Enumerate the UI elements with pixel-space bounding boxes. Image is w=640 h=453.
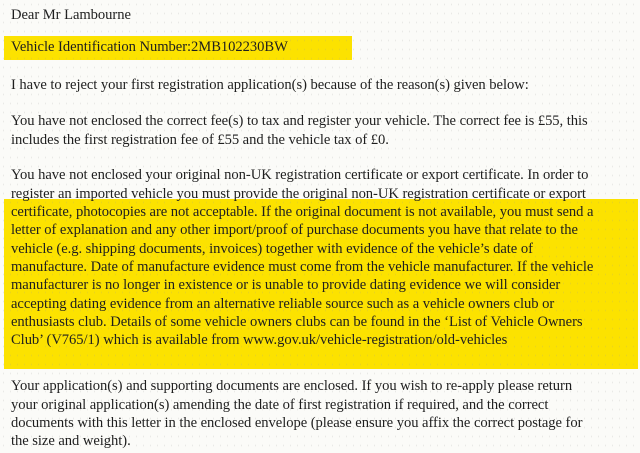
- cert-line-7: manufacturer is no longer in existence or is unable to provide dating evidence we will consider: [11, 277, 561, 293]
- fee-line-2: includes the first registration fee of £55 and the vehicle tax of £0.: [11, 132, 389, 148]
- salutation: Dear Mr Lambourne: [11, 7, 131, 23]
- cert-line-6: manufacture. Date of manufacture evidence must come from the vehicle manufacturer. If the vehicle: [11, 259, 594, 275]
- fee-line-1: You have not enclosed the correct fee(s) to tax and register your vehicle. The correct fee is £55, this: [11, 113, 588, 129]
- cert-line-5: vehicle (e.g. shipping documents, invoices) together with evidence of the vehicle’s date of: [11, 241, 533, 257]
- return-line-2: your original application(s) amending the date of first registration if required, and the correct: [11, 397, 549, 413]
- cert-line-4: letter of explanation and any other import/proof of purchase documents you have that relate to the: [11, 222, 578, 238]
- cert-line-9: enthusiasts club. Details of some vehicle owners clubs can be found in the ‘List of Vehicle Owners: [11, 314, 583, 330]
- return-line-4: the size and weight).: [11, 433, 131, 449]
- cert-line-10: Club’ (V765/1) which is available from www.gov.uk/vehicle-registration/old-vehicles: [11, 332, 508, 348]
- vin-line: Vehicle Identification Number:2MB102230BW: [11, 39, 288, 55]
- cert-line-8: accepting dating evidence from an alternative reliable source such as a vehicle owners club or: [11, 296, 555, 312]
- return-line-3: documents with this letter in the enclosed envelope (please ensure you affix the correct postage for: [11, 415, 583, 431]
- cert-line-2: register an imported vehicle you must provide the original non-UK registration certificate or export: [11, 186, 586, 202]
- cert-line-1: You have not enclosed your original non-UK registration certificate or export certificate. In order to: [11, 167, 589, 183]
- intro-line: I have to reject your first registration application(s) because of the reason(s) given below:: [11, 77, 529, 93]
- return-line-1: Your application(s) and supporting documents are enclosed. If you wish to re-apply please return: [11, 378, 573, 394]
- cert-line-3: certificate, photocopies are not acceptable. If the original document is not available, you must send a: [11, 204, 594, 220]
